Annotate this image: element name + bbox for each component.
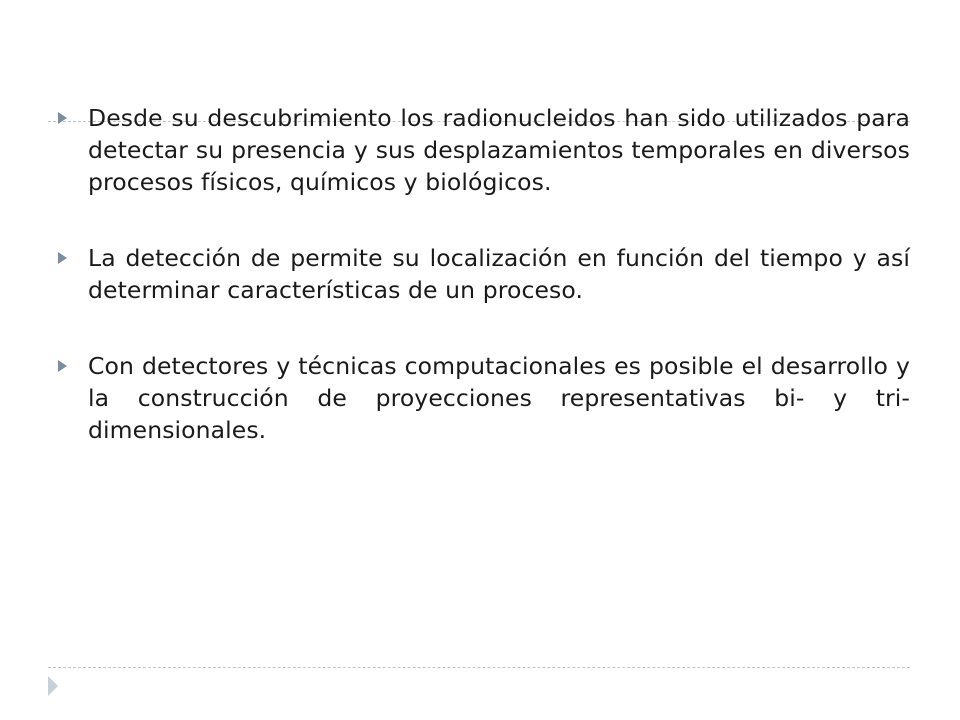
bottom-divider <box>48 667 910 668</box>
triangle-right-icon <box>58 112 67 124</box>
play-marker-icon <box>48 676 58 696</box>
triangle-right-icon <box>58 252 67 264</box>
bullet-item <box>55 350 910 446</box>
bullet-text: Con detectores y técnicas computacionales es posible el desarrollo y la construcción de proyecciones representativas bi- y tri-dimensionales. <box>88 352 910 444</box>
bullet-list <box>55 102 910 446</box>
bullet-item <box>55 102 910 198</box>
bullet-text: Desde su descubrimiento los radionucleidos han sido utilizados para detectar su presencia y sus desplazamientos temporales en diversos procesos físicos, químicos y biológicos. <box>88 104 910 196</box>
triangle-right-icon <box>58 360 67 372</box>
bullet-text: La detección de permite su localización en función del tiempo y así determinar características de un proceso. <box>88 244 910 304</box>
bullet-item <box>55 242 910 306</box>
